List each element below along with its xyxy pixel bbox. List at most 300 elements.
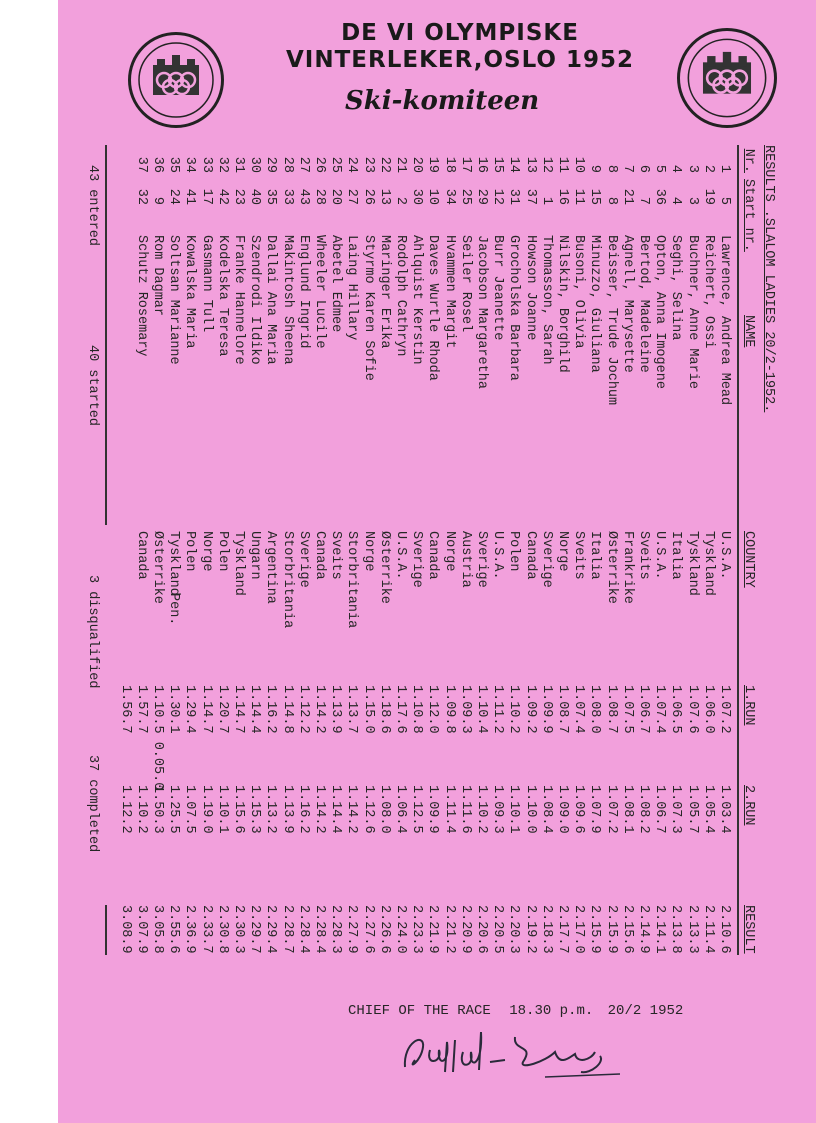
cell-run2: 1.10.1 xyxy=(506,785,522,834)
cell-nr: 10 xyxy=(571,156,587,173)
cell-country: Tyskland xyxy=(166,531,182,596)
olympic-emblem-right-icon xyxy=(677,28,777,128)
table-row xyxy=(342,145,360,955)
cell-start: 30 xyxy=(409,188,425,205)
cell-run1: 1.29.4 xyxy=(182,685,198,734)
cell-name: Kowalska Maria xyxy=(182,235,198,349)
cell-country: Sveits xyxy=(328,531,344,580)
cell-nr: 25 xyxy=(328,156,344,173)
cell-country: Sverige xyxy=(474,531,489,588)
cell-run1: 1.07.5 xyxy=(619,685,635,734)
cell-result: 2.10.6 xyxy=(717,905,732,954)
cell-name: Hvammen Margit xyxy=(441,235,457,349)
cell-run1: 1.07.4 xyxy=(652,685,668,734)
cell-nr: 8 xyxy=(603,164,619,173)
cell-start: 7 xyxy=(636,196,651,205)
cell-result: 2.15.9 xyxy=(603,905,619,954)
cell-result: 2.27.9 xyxy=(344,905,360,954)
cell-nr: 11 xyxy=(555,156,570,173)
cell-run2: 1.12.5 xyxy=(409,785,425,834)
header-rule xyxy=(738,145,740,955)
cell-run2: 1.10.2 xyxy=(133,785,149,834)
table-row xyxy=(359,145,377,955)
cell-run1: 1.20.7 xyxy=(214,685,230,734)
cell-country: Norge xyxy=(198,531,214,572)
cell-name: Minuzzo, Giuliana xyxy=(587,235,603,373)
cell-name: Gasmann Tull xyxy=(198,235,214,333)
cell-name: Schutz Rosemary xyxy=(133,235,149,357)
cell-result: 2.14.9 xyxy=(636,905,651,954)
cell-result: 2.13.3 xyxy=(684,905,700,954)
cell-name: Kodelska Teresa xyxy=(214,235,230,357)
cell-country: Storbritania xyxy=(344,531,360,629)
cell-name: Daves Wurtle Rhoda xyxy=(425,235,441,381)
cell-start: 13 xyxy=(376,188,392,205)
cell-result: 2.33.7 xyxy=(198,905,214,954)
cell-country: Tyskland xyxy=(700,531,716,596)
cell-start: 37 xyxy=(522,188,538,205)
cell-result: 2.55.6 xyxy=(166,905,182,954)
table-row xyxy=(261,145,279,955)
cell-nr: 35 xyxy=(166,156,182,173)
cell-start: 19 xyxy=(700,188,716,205)
cell-nr: 29 xyxy=(263,156,279,173)
cell-country: Italia xyxy=(668,531,684,580)
cell-country: Austria xyxy=(457,531,473,588)
cell-name: Jacobson Margaretha xyxy=(474,235,489,389)
cell-run1: 1.57.7 xyxy=(133,685,149,734)
cell-result: 2.20.6 xyxy=(474,905,489,954)
cell-name: Nilskin, Borghild xyxy=(555,235,570,373)
cell-country: Argentina xyxy=(263,531,279,604)
signature-icon xyxy=(395,1022,625,1082)
cell-country: Ungarn xyxy=(247,531,263,580)
cell-nr: 14 xyxy=(506,156,522,173)
cell-start: 43 xyxy=(295,188,311,205)
cell-run1: 1.14.2 xyxy=(312,685,327,734)
cell-start: 36 xyxy=(652,188,668,205)
table-row xyxy=(456,145,474,955)
cell-nr: 7 xyxy=(619,164,635,173)
cell-name: Buchner, Anne Marie xyxy=(684,235,700,389)
cell-result: 2.21.9 xyxy=(425,905,441,954)
cell-nr: 13 xyxy=(522,156,538,173)
cell-name: Soltsan Marianne xyxy=(166,235,182,365)
cell-name: Howson Joanne xyxy=(522,235,538,341)
cell-name: Wheeler Lucile xyxy=(312,235,327,349)
header-result: RESULT xyxy=(741,905,756,954)
table-row xyxy=(245,145,263,955)
cell-result: 2.29.7 xyxy=(247,905,263,954)
cell-run1: 1.11.2 xyxy=(490,685,506,734)
cell-run2: 1.12.6 xyxy=(360,785,376,834)
cell-result: 2.24.0 xyxy=(393,905,408,954)
olympic-emblem-left-icon xyxy=(128,32,224,128)
table-row xyxy=(618,145,636,955)
cell-run2: 1.13.2 xyxy=(263,785,279,834)
footer-rule-right xyxy=(106,905,108,955)
cell-result: 2.14.1 xyxy=(652,905,668,954)
cell-run1: 1.07.6 xyxy=(684,685,700,734)
table-row xyxy=(504,145,522,955)
cell-run2: 1.15.6 xyxy=(231,785,246,834)
table-row xyxy=(407,145,425,955)
cell-run2: 1.08.1 xyxy=(619,785,635,834)
cell-name: Grocholska Barbara xyxy=(506,235,522,381)
cell-start: 5 xyxy=(717,196,732,205)
cell-country: Polen xyxy=(506,531,522,572)
results-sheet xyxy=(85,145,777,955)
cell-run1: 1.10.8 xyxy=(409,685,425,734)
cell-country: U.S.A. xyxy=(490,531,506,580)
cell-run2: 1.19.0 xyxy=(198,785,214,834)
cell-run1: 1.06.7 xyxy=(636,685,651,734)
cell-country: U.S.A. xyxy=(652,531,668,580)
cell-run1: 1.07.2 xyxy=(717,685,732,734)
cell-run1: 1.15.0 xyxy=(360,685,376,734)
cell-result: 2.21.2 xyxy=(441,905,457,954)
cell-run1: 1.18.6 xyxy=(376,685,392,734)
cell-country: Frankrike xyxy=(619,531,635,604)
cell-result: 2.30.8 xyxy=(214,905,230,954)
cell-run1: 1.12.2 xyxy=(295,685,311,734)
cell-run2: 1.16.2 xyxy=(295,785,311,834)
table-row xyxy=(197,145,215,955)
cell-nr: 22 xyxy=(376,156,392,173)
cell-run1: 1.10.4 xyxy=(474,685,489,734)
cell-name: Ahlquist Kerstin xyxy=(409,235,425,365)
cell-run2: 1.08.4 xyxy=(538,785,554,834)
cell-country: Sveits xyxy=(571,531,587,580)
cell-country: Sveits xyxy=(636,531,651,580)
cell-result: 2.20.3 xyxy=(506,905,522,954)
cell-nr: 6 xyxy=(636,164,651,173)
cell-start: 24 xyxy=(166,188,182,205)
cell-run2: 1.25.5 xyxy=(166,785,182,834)
cell-nr: 16 xyxy=(474,156,489,173)
cell-start: 8 xyxy=(603,196,619,205)
table-row xyxy=(423,145,441,955)
table-row xyxy=(699,145,717,955)
cell-run2: 1.06.4 xyxy=(393,785,408,834)
cell-run2: 1.11.6 xyxy=(457,785,473,834)
cell-start: 41 xyxy=(182,188,198,205)
cell-result: 2.17.0 xyxy=(571,905,587,954)
cell-result: 2.20.9 xyxy=(457,905,473,954)
cell-country: U.S.A. xyxy=(717,531,732,580)
cell-result: 2.11.4 xyxy=(700,905,716,954)
cell-run1: 1.10.5 0.05.0 xyxy=(150,685,165,791)
cell-nr: 9 xyxy=(587,164,603,173)
cell-country: Østerrike xyxy=(603,531,619,604)
cell-run1: 1.13.9 xyxy=(328,685,344,734)
cell-name: Szendrodi Ildiko xyxy=(247,235,263,365)
cell-result: 2.30.3 xyxy=(231,905,246,954)
cell-name: Seghi, Selina xyxy=(668,235,684,341)
cell-result: 2.20.5 xyxy=(490,905,506,954)
cell-name: Rom Dagmar xyxy=(150,235,165,317)
cell-name: Makintosh Sheena xyxy=(279,235,295,365)
table-row xyxy=(116,145,134,955)
table-row xyxy=(375,145,393,955)
cell-result: 3.05.8 xyxy=(150,905,165,954)
race-time: 18.30 p.m. xyxy=(509,1003,594,1019)
table-row xyxy=(180,145,198,955)
footer-disqualified: 3 disqualified xyxy=(85,575,100,689)
cell-result: 2.19.2 xyxy=(522,905,538,954)
footer-completed: 37 completed xyxy=(85,755,100,853)
cell-run2: 1.10.2 xyxy=(474,785,489,834)
cell-result: 3.08.9 xyxy=(117,905,133,954)
cell-run2: 1.03.4 xyxy=(717,785,732,834)
race-date: 20/2 1952 xyxy=(607,1003,684,1019)
cell-country: Norge xyxy=(555,531,570,572)
cell-start: 10 xyxy=(425,188,441,205)
cell-country: Tyskland xyxy=(231,531,246,596)
cell-run2: 1.07.2 xyxy=(603,785,619,834)
cell-run2: 1.14.2 xyxy=(344,785,360,834)
cell-run1: 1.09.3 xyxy=(457,685,473,734)
table-row xyxy=(278,145,296,955)
committee-name: Ski-komiteen xyxy=(345,86,540,116)
chief-of-race-line xyxy=(348,1003,683,1019)
table-row xyxy=(683,145,701,955)
cell-run2: 1.07.5 xyxy=(182,785,198,834)
cell-nr: 3 xyxy=(684,164,700,173)
cell-name: Franke Hannelore xyxy=(231,235,246,365)
cell-name: Dallai Ana Maria xyxy=(263,235,279,365)
table-row xyxy=(213,145,231,955)
footer-entered: 43 entered xyxy=(85,165,100,247)
cell-start: 11 xyxy=(571,188,587,205)
table-row xyxy=(310,145,328,955)
cell-run2: 1.06.7 xyxy=(652,785,668,834)
chief-label: CHIEF OF THE RACE xyxy=(348,1003,491,1019)
cell-nr: 34 xyxy=(182,156,198,173)
cell-country: Norge xyxy=(441,531,457,572)
cell-country: Sverige xyxy=(409,531,425,588)
table-row xyxy=(553,145,571,955)
header-start: Start nr. xyxy=(741,179,756,252)
cell-country: Storbritania xyxy=(279,531,295,629)
cell-run2: 1.05.4 xyxy=(700,785,716,834)
cell-start: 3 xyxy=(684,196,700,205)
cell-nr: 18 xyxy=(441,156,457,173)
cell-start: 26 xyxy=(360,188,376,205)
cell-nr: 23 xyxy=(360,156,376,173)
cell-start: 17 xyxy=(198,188,214,205)
cell-run1: 1.16.2 xyxy=(263,685,279,734)
cell-run2: 1.50.3 xyxy=(150,785,165,834)
cell-run2: 1.15.3 xyxy=(247,785,263,834)
cell-run2: 1.14.4 xyxy=(328,785,344,834)
cell-country: Østerrike xyxy=(150,531,165,604)
results-title-row xyxy=(759,145,777,955)
cell-run2: 1.11.4 xyxy=(441,785,457,834)
cell-result: 2.13.8 xyxy=(668,905,684,954)
header-nr: Nr. xyxy=(741,148,756,173)
cell-name: Laing Hillary xyxy=(344,235,360,341)
cell-nr: 26 xyxy=(312,156,327,173)
table-row xyxy=(634,145,652,955)
cell-country: Sverige xyxy=(538,531,554,588)
cell-run1: 1.17.6 xyxy=(393,685,408,734)
table-row xyxy=(294,145,312,955)
table-row xyxy=(585,145,603,955)
table-row xyxy=(229,145,247,955)
cell-start: 1 xyxy=(538,196,554,205)
table-row xyxy=(715,145,733,955)
cell-name: Busoni, Olivia xyxy=(571,235,587,349)
table-row xyxy=(602,145,620,955)
cell-result: 2.28.7 xyxy=(279,905,295,954)
cell-country: U.S.A. xyxy=(393,531,408,580)
cell-result: 2.23.3 xyxy=(409,905,425,954)
footer-started: 40 started xyxy=(85,345,100,427)
table-row xyxy=(569,145,587,955)
cell-run1: 1.08.0 xyxy=(587,685,603,734)
cell-start: 31 xyxy=(506,188,522,205)
cell-start: 21 xyxy=(619,188,635,205)
cell-run1: 1.56.7 xyxy=(117,685,133,734)
cell-nr: 19 xyxy=(425,156,441,173)
cell-start: 12 xyxy=(490,188,506,205)
cell-country: Canada xyxy=(312,531,327,580)
cell-start: 9 xyxy=(150,196,165,205)
cell-result: 2.28.4 xyxy=(295,905,311,954)
cell-nr: 1 xyxy=(717,164,732,173)
cell-run1: 1.30.1 xyxy=(166,685,182,734)
table-row xyxy=(488,145,506,955)
cell-name: Agnell, Marysette xyxy=(619,235,635,373)
results-footer-row xyxy=(83,145,101,955)
cell-result: 2.29.4 xyxy=(263,905,279,954)
cell-country: Polen xyxy=(182,531,198,572)
cell-start: 35 xyxy=(263,188,279,205)
cell-nr: 36 xyxy=(150,156,165,173)
cell-name: Thomasson, Sarah xyxy=(538,235,554,365)
cell-run1: 1.09.9 xyxy=(538,685,554,734)
cell-run1: 1.08.7 xyxy=(555,685,570,734)
cell-run2: 1.07.9 xyxy=(587,785,603,834)
cell-nr: 30 xyxy=(247,156,263,173)
cell-run1: 1.07.4 xyxy=(571,685,587,734)
cell-start: 2 xyxy=(393,196,408,205)
cell-result: 2.15.6 xyxy=(619,905,635,954)
cell-country: Italia xyxy=(587,531,603,580)
cell-nr: 5 xyxy=(652,164,668,173)
cell-start: 27 xyxy=(344,188,360,205)
cell-run1: 1.06.0 xyxy=(700,685,716,734)
cell-result: 2.27.6 xyxy=(360,905,376,954)
cell-country: Polen xyxy=(214,531,230,572)
cell-run1: 1.09.2 xyxy=(522,685,538,734)
cell-nr: 2 xyxy=(700,164,716,173)
cell-run2: 1.10.1 xyxy=(214,785,230,834)
cell-run2: 1.08.2 xyxy=(636,785,651,834)
cell-result: 2.15.9 xyxy=(587,905,603,954)
cell-start: 25 xyxy=(457,188,473,205)
cell-name: Bertod, Madeleine xyxy=(636,235,651,373)
cell-run2: 1.09.9 xyxy=(425,785,441,834)
table-row xyxy=(132,145,150,955)
cell-nr: 21 xyxy=(393,156,408,173)
table-row xyxy=(164,145,182,955)
cell-country: Sverige xyxy=(295,531,311,588)
cell-start: 42 xyxy=(214,188,230,205)
results-header-row xyxy=(739,145,757,955)
cell-country: Canada xyxy=(133,531,149,580)
cell-result: 2.26.6 xyxy=(376,905,392,954)
cell-nr: 31 xyxy=(231,156,246,173)
cell-name: Styrmo Karen Sofie xyxy=(360,235,376,381)
cell-nr: 15 xyxy=(490,156,506,173)
cell-country: Østerrike xyxy=(376,531,392,604)
cell-run1: 1.09.8 xyxy=(441,685,457,734)
cell-nr: 28 xyxy=(279,156,295,173)
cell-name: Burr Jeanette xyxy=(490,235,506,341)
cell-run1: 1.06.5 xyxy=(668,685,684,734)
cell-name: Maringer Erika xyxy=(376,235,392,349)
cell-run1: 1.14.4 xyxy=(247,685,263,734)
cell-run2: 1.13.9 xyxy=(279,785,295,834)
cell-run2: 1.09.0 xyxy=(555,785,570,834)
cell-name: Abetel Edmee xyxy=(328,235,344,333)
table-row xyxy=(391,145,409,955)
table-row xyxy=(326,145,344,955)
cell-start: 20 xyxy=(328,188,344,205)
cell-name: Lawrence, Andrea Mead xyxy=(717,235,732,406)
footer-rule-left xyxy=(106,145,108,525)
header-run2: 2.RUN xyxy=(741,785,756,826)
cell-result: 2.17.7 xyxy=(555,905,570,954)
header-line-2: VINTERLEKER,OSLO 1952 xyxy=(285,47,635,73)
table-row xyxy=(521,145,539,955)
cell-result: 2.28.4 xyxy=(312,905,327,954)
cell-result: 2.18.3 xyxy=(538,905,554,954)
cell-run1: 1.14.7 xyxy=(198,685,214,734)
cell-nr: 12 xyxy=(538,156,554,173)
cell-start: 28 xyxy=(312,188,327,205)
cell-run2: 1.08.0 xyxy=(376,785,392,834)
cell-start: 33 xyxy=(279,188,295,205)
cell-run1: 1.10.2 xyxy=(506,685,522,734)
cell-name: Englund Ingrid xyxy=(295,235,311,349)
header-name: NAME xyxy=(741,315,756,348)
cell-name: Beisser, Trude Jochum xyxy=(603,235,619,406)
cell-run2: 1.09.6 xyxy=(571,785,587,834)
cell-start: 15 xyxy=(587,188,603,205)
table-row xyxy=(650,145,668,955)
cell-start: 29 xyxy=(474,188,489,205)
cell-run1: 1.08.7 xyxy=(603,685,619,734)
table-row xyxy=(472,145,490,955)
cell-nr: 32 xyxy=(214,156,230,173)
header-run1: 1.RUN xyxy=(741,685,756,726)
cell-start: 32 xyxy=(133,188,149,205)
cell-run1: 1.14.7 xyxy=(231,685,246,734)
cell-country: Canada xyxy=(522,531,538,580)
cell-run2: 1.09.3 xyxy=(490,785,506,834)
cell-run1: 1.14.8 xyxy=(279,685,295,734)
table-row xyxy=(148,145,166,955)
results-title: RESULTS .SLALOM LADIES 20/2-1952. xyxy=(761,145,776,413)
cell-start: 23 xyxy=(231,188,246,205)
cell-nr: 33 xyxy=(198,156,214,173)
cell-nr: 27 xyxy=(295,156,311,173)
cell-start: 4 xyxy=(668,196,684,205)
cell-nr: 37 xyxy=(133,156,149,173)
